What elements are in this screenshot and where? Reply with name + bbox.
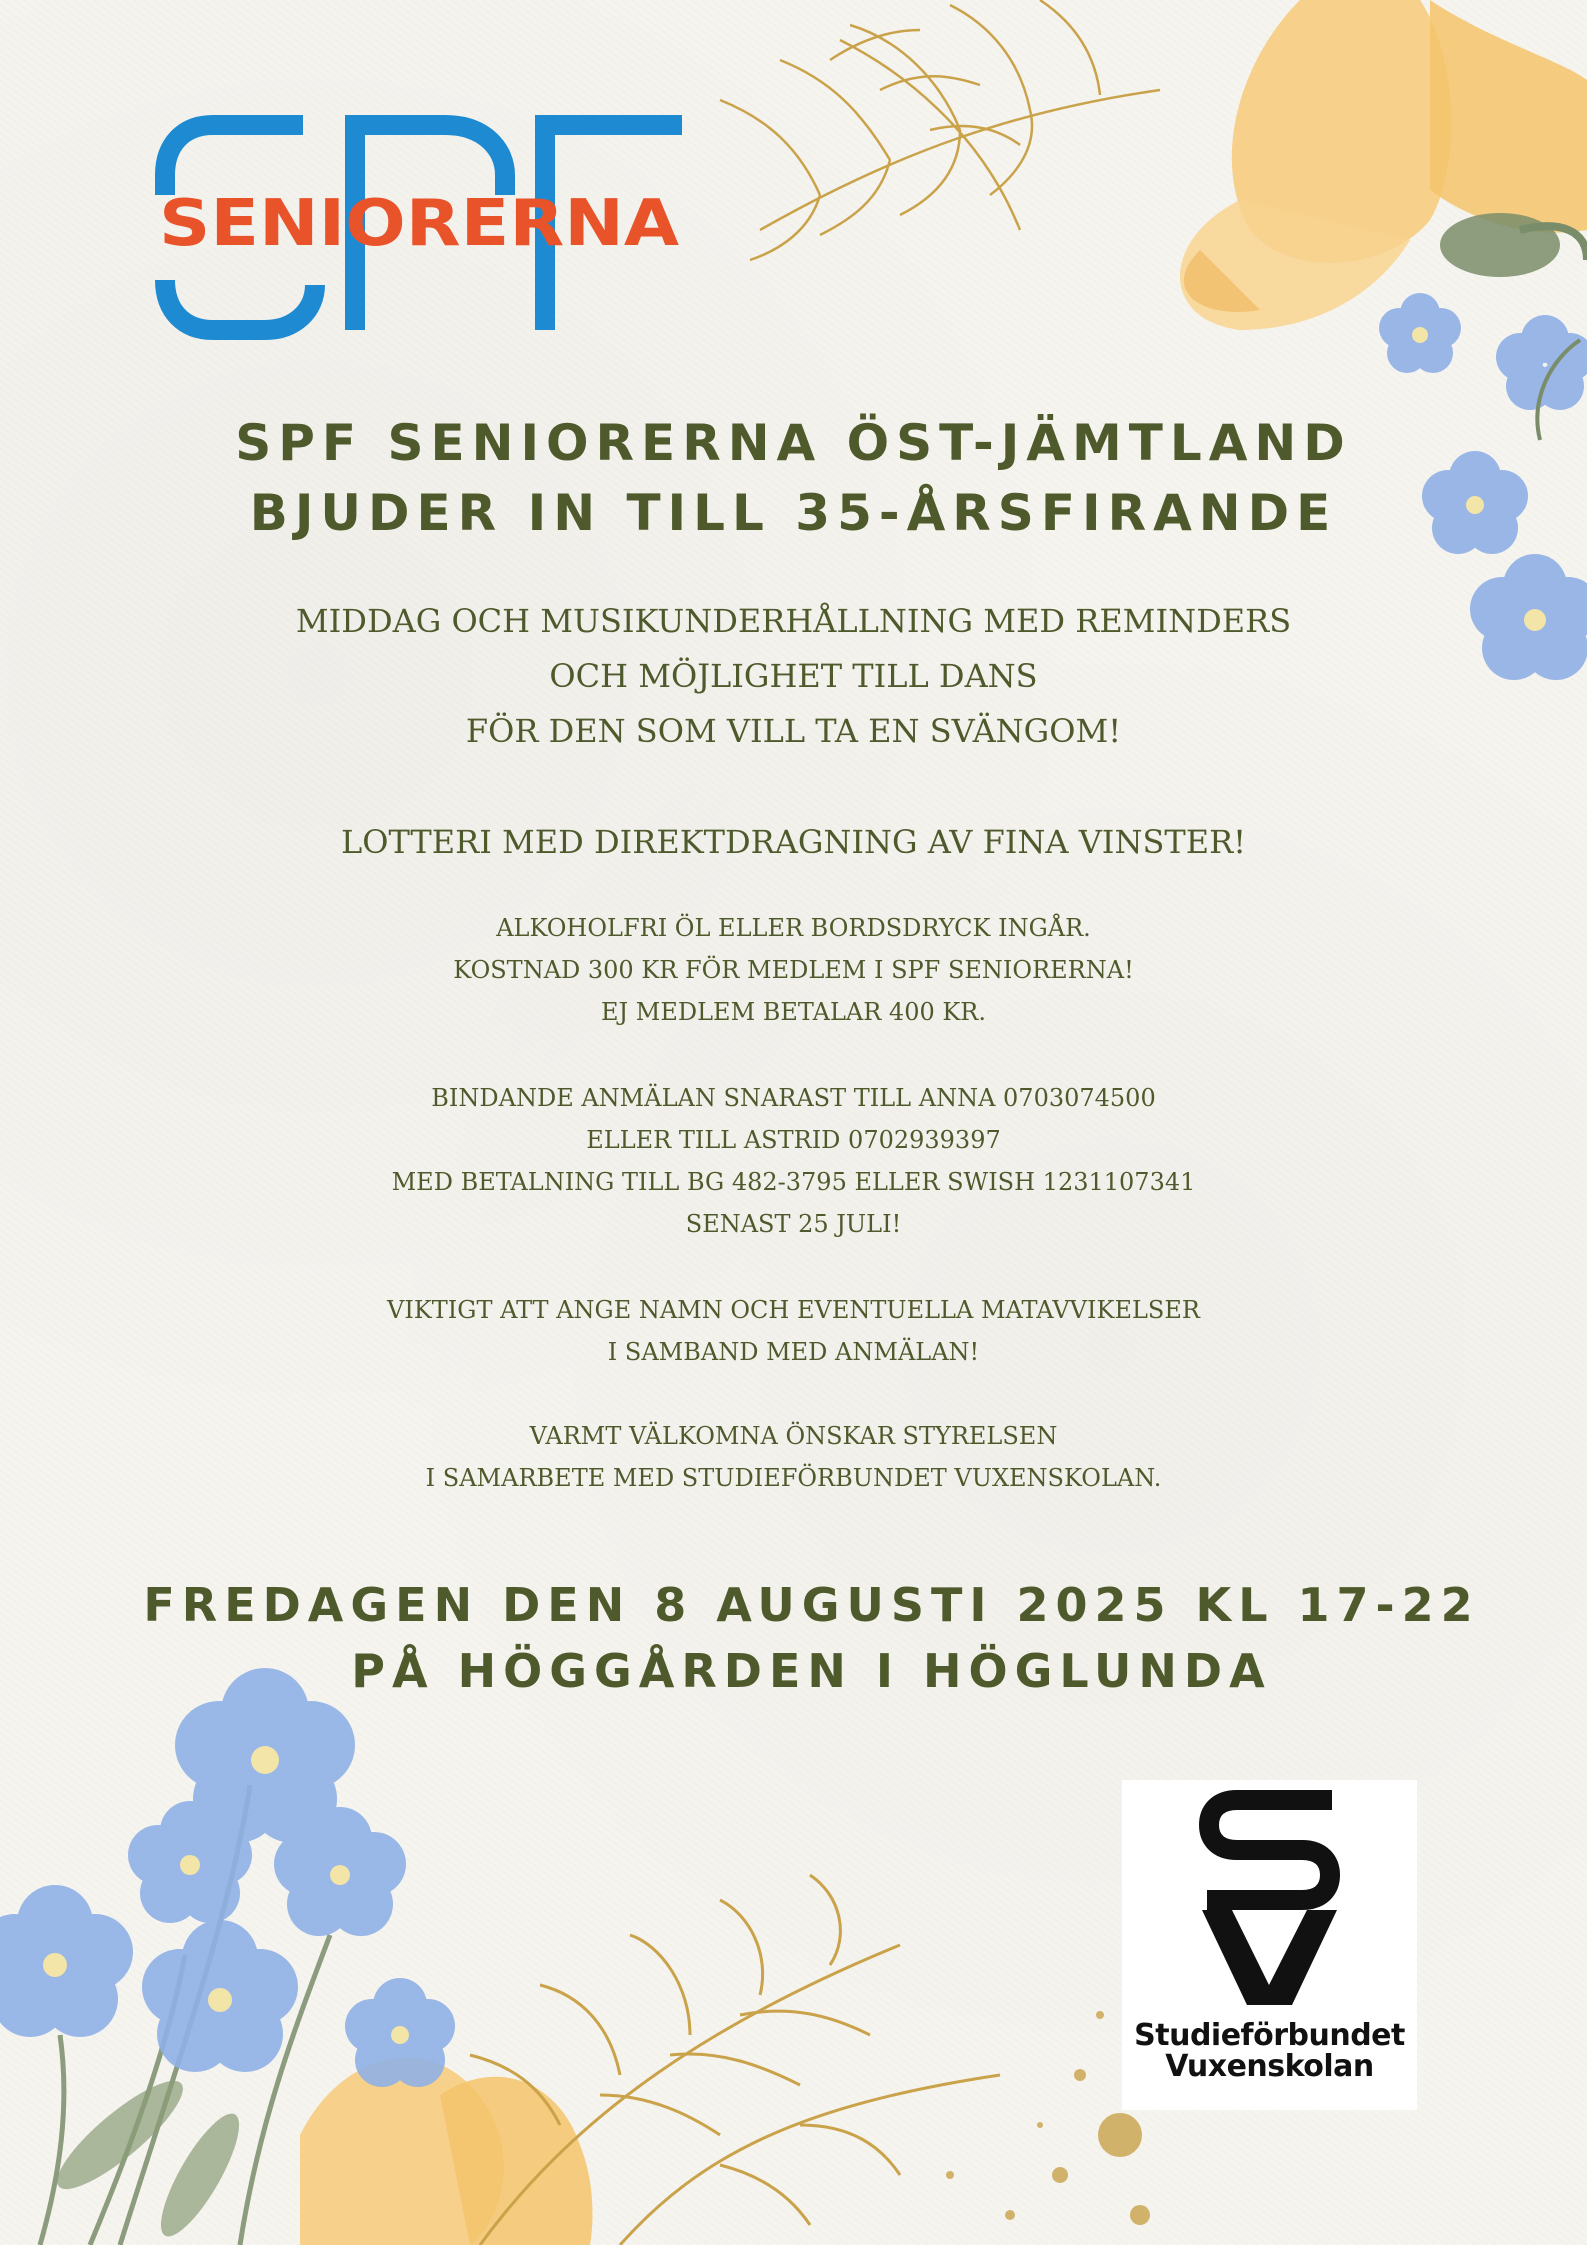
intro-paragraph xyxy=(0,594,1587,759)
note-paragraph xyxy=(0,1289,1587,1373)
pricing-line: KOSTNAD 300 KR FÖR MEDLEM I SPF SENIORERNA! xyxy=(453,956,1134,984)
floral-decoration-bottom-left xyxy=(0,1655,1150,2245)
registration-line: ELLER TILL ASTRID 0702939397 xyxy=(586,1126,1001,1154)
note-line: I SAMBAND MED ANMÄLAN! xyxy=(607,1338,980,1366)
event-date-location xyxy=(18,1572,1587,1704)
lottery-line: LOTTERI MED DIREKTDRAGNING AV FINA VINSTER! xyxy=(340,823,1247,861)
pricing-paragraph xyxy=(0,907,1587,1033)
welcome-line: VARMT VÄLKOMNA ÖNSKAR STYRELSEN xyxy=(529,1422,1058,1450)
intro-line: MIDDAG OCH MUSIKUNDERHÅLLNING MED REMINDERS xyxy=(295,602,1292,640)
lottery-text xyxy=(0,815,1587,870)
pricing-line: EJ MEDLEM BETALAR 400 KR. xyxy=(601,998,986,1026)
registration-paragraph xyxy=(0,1077,1587,1245)
sv-logo-line: Studieförbundet xyxy=(1134,2018,1405,2053)
intro-line: FÖR DEN SOM VILL TA EN SVÄNGOM! xyxy=(465,712,1122,750)
registration-line: MED BETALNING TILL BG 482-3795 ELLER SWISH 1231107341 xyxy=(391,1168,1196,1196)
registration-line: SENAST 25 JULI! xyxy=(685,1210,902,1238)
spf-logo-wordmark: SENIORERNA xyxy=(159,187,680,261)
sv-logo-wordmark xyxy=(1122,2020,1417,2082)
heading-line-organizer: SPF SENIORERNA ÖST-JÄMTLAND xyxy=(235,414,1352,472)
studieforbundet-vuxenskolan-logo xyxy=(1122,1780,1417,2110)
intro-line: OCH MÖJLIGHET TILL DANS xyxy=(549,657,1038,695)
registration-line: BINDANDE ANMÄLAN SNARAST TILL ANNA 0703074500 xyxy=(431,1084,1156,1112)
sv-logo-line: Vuxenskolan xyxy=(1165,2049,1374,2084)
spf-seniorerna-logo xyxy=(155,115,685,340)
welcome-paragraph xyxy=(0,1415,1587,1499)
event-heading xyxy=(0,408,1587,548)
event-location-line: PÅ HÖGGÅRDEN I HÖGLUNDA xyxy=(351,1644,1272,1698)
event-date-line: FREDAGEN DEN 8 AUGUSTI 2025 KL 17-22 xyxy=(143,1578,1480,1632)
pricing-line: ALKOHOLFRI ÖL ELLER BORDSDRYCK INGÅR. xyxy=(496,914,1091,942)
sv-logo-mark xyxy=(1122,1780,1417,2010)
heading-line-invitation: BJUDER IN TILL 35-ÅRSFIRANDE xyxy=(249,484,1338,542)
welcome-line: I SAMARBETE MED STUDIEFÖRBUNDET VUXENSKOLAN. xyxy=(425,1464,1162,1492)
note-line: VIKTIGT ATT ANGE NAMN OCH EVENTUELLA MATAVVIKELSER xyxy=(387,1296,1200,1324)
